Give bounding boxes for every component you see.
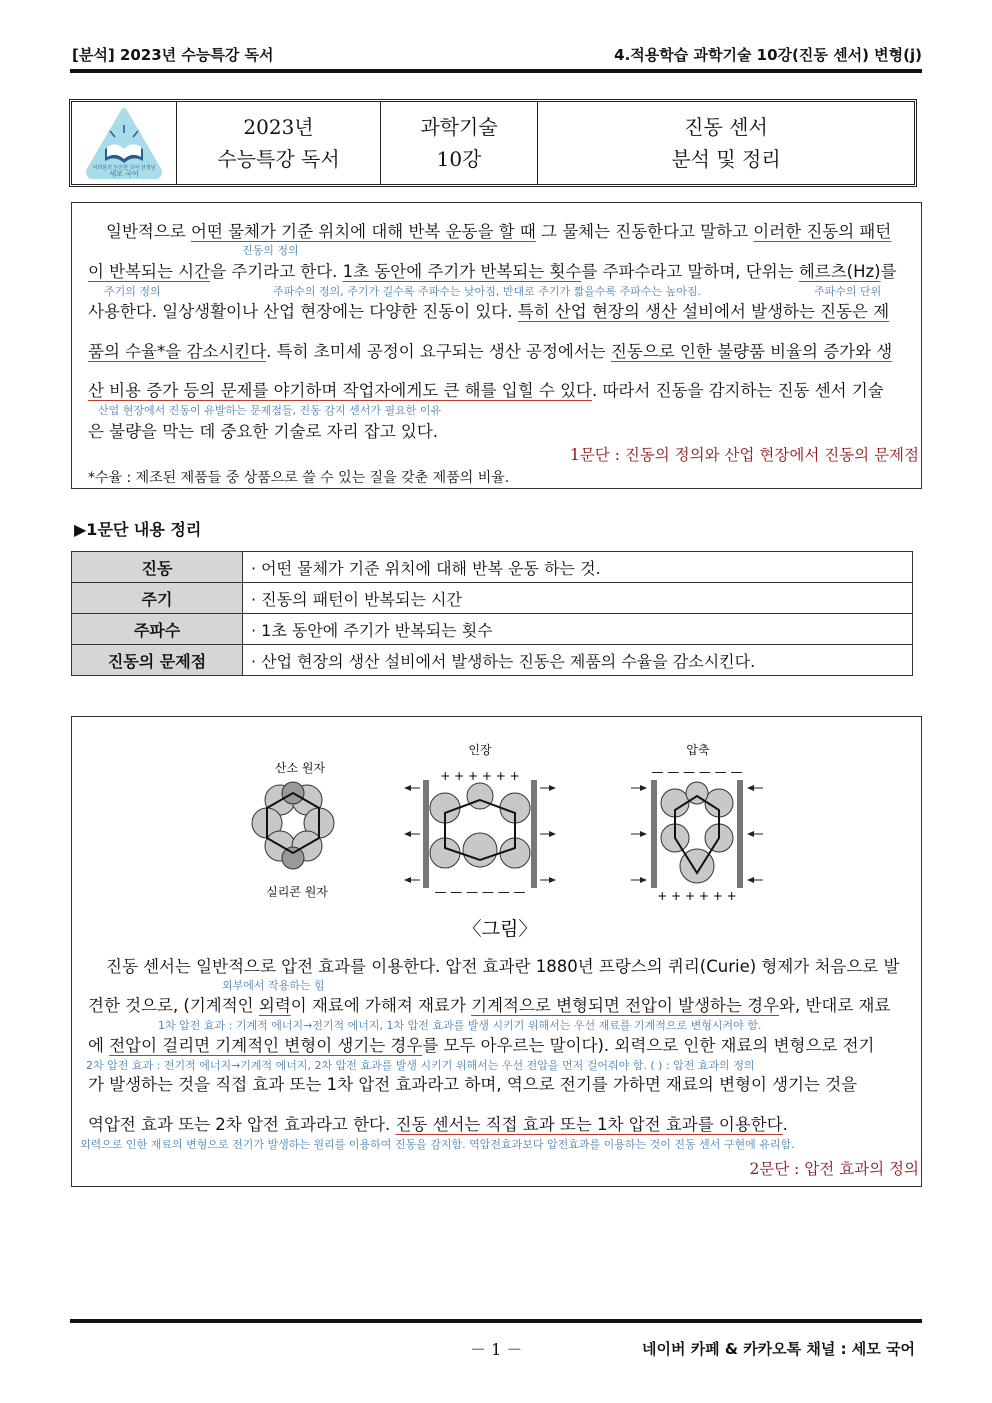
crystal-tension [405, 769, 555, 899]
p2-line5: 역압전 효과 또는 2차 압전 효과라고 한다. 진동 센서는 직접 효과 또는 1차 압전 효과를 이용한다. [88, 1115, 788, 1134]
p1-note1: 진동의 정의 [242, 244, 299, 257]
p2-line1: 진동 센서는 일반적으로 압전 효과를 이용한다. 압전 효과란 1880년 프랑스의 퀴리(Curie) 형제가 처음으로 발 [106, 957, 900, 976]
title-box [69, 99, 917, 187]
svg-text:+ + + + + +: + + + + + + [440, 769, 520, 783]
p1-note2a: 주기의 정의 [104, 285, 161, 298]
p2-note5: 외력으로 인한 재료의 변형으로 전기가 발생하는 원리를 이용하여 진동을 감지함. 역압전효과보다 압전효과를 이용하는 것이 진동 센서 구현에 유리함. [80, 1138, 795, 1151]
p2-summary: 2문단 : 압전 효과의 정의 [749, 1160, 919, 1178]
compress-label: 압축 [686, 743, 710, 757]
p2-line3: 에 전압이 걸리면 기계적인 변형이 생기는 경우를 모두 아우르는 말이다). 외력으로 인한 재료의 변형으로 전기 [88, 1036, 875, 1055]
footer-divider [70, 1319, 922, 1323]
footer-channel: 네이버 카페 & 카카오톡 채널 : 세모 국어 [642, 1340, 915, 1358]
p1-summary: 1문단 : 진동의 정의와 산업 현장에서 진동의 문제점 [569, 446, 919, 464]
p2-line4: 가 발생하는 것을 직접 효과 또는 1차 압전 효과라고 하며, 역으로 전기를 가하면 재료의 변형이 생기는 것을 [88, 1075, 858, 1094]
svg-text:— — — — — —: — — — — — — [651, 765, 743, 779]
oxygen-label: 산소 원자 [274, 761, 326, 775]
tension-label: 인장 [468, 743, 492, 757]
p1-line1: 일반적으로 어떤 물체가 기준 위치에 대해 반복 운동을 할 때 그 물체는 진동한다고 말하고 이러한 진동의 패턴 [106, 222, 892, 241]
section-1-title: ▶1문단 내용 정리 [74, 520, 202, 539]
p2-note2: 1차 압전 효과 : 기계적 에너지→전기적 에너지, 1차 압전 효과를 발생 시키기 위해서는 우선 재료를 기계적으로 변형시켜야 함. [158, 1019, 762, 1032]
title-unit: 과학기술 10강 [381, 102, 538, 184]
p2-note1: 외부에서 작용하는 힘 [222, 979, 325, 992]
header-left: [분석] 2023년 수능특강 독서 [72, 46, 274, 64]
table-row: 진동 · 어떤 물체가 기준 위치에 대해 반복 운동 하는 것. [72, 552, 913, 583]
p1-note5: 산업 현장에서 진동이 유발하는 문제점들, 진동 감지 센서가 필요한 이유 [98, 404, 442, 417]
p1-line2: 이 반복되는 시간을 주기라고 한다. 1초 동안에 주기가 반복되는 횟수를 주파수라고 말하며, 단위는 헤르츠(Hz)를 [88, 262, 897, 281]
p2-line2: 견한 것으로, (기계적인 외력이 재료에 가해져 재료가 기계적으로 변형되면 전압이 발생하는 경우와, 반대로 재료 [88, 996, 891, 1015]
p1-line3: 사용한다. 일상생활이나 산업 현장에는 다양한 진동이 있다. 특히 산업 현장의 생산 설비에서 발생하는 진동은 제 [88, 302, 890, 321]
book-logo-icon [85, 107, 163, 179]
figure-caption: 〈그림〉 [462, 918, 538, 938]
table-row: 주파수 · 1초 동안에 주기가 반복되는 횟수 [72, 614, 913, 645]
logo-sub: 세모 국어 [109, 170, 139, 178]
svg-text:— — — — — —: — — — — — — [434, 885, 526, 899]
table-row: 진동의 문제점 · 산업 현장의 생산 설비에서 발생하는 진동은 제품의 수율을 감소시킨다. [72, 645, 913, 676]
crystal-neutral [252, 782, 334, 869]
p2-note3: 2차 압전 효과 : 전기적 에너지→기계적 에너지, 2차 압전 효과를 발생 시키기 위해서는 우선 전압을 먼저 걸어줘야 함. ( ) : 압전 효과의 정의 [86, 1059, 755, 1072]
header-divider [70, 69, 922, 73]
svg-text:+ + + + + +: + + + + + + [657, 889, 737, 903]
p1-line4: 품의 수율*을 감소시킨다. 특히 초미세 공정이 요구되는 생산 공정에서는 진동으로 인한 불량품 비율의 증가와 생 [88, 342, 893, 361]
page-number: － 1 － [470, 1340, 523, 1359]
header-right: 4.적용학습 과학기술 10강(진동 센서) 변형(j) [614, 46, 922, 64]
table-row: 주기 · 진동의 패턴이 반복되는 시간 [72, 583, 913, 614]
title-book: 2023년 수능특강 독서 [177, 102, 381, 184]
crystal-compression [631, 765, 763, 903]
summary-table [71, 551, 913, 676]
p1-line5: 산 비용 증가 등의 문제를 야기하며 작업자에게도 큰 해를 입힐 수 있다. 따라서 진동을 감지하는 진동 센서 기술 [88, 381, 884, 400]
silicon-label: 실리콘 원자 [266, 885, 328, 899]
logo [72, 102, 177, 184]
p1-note2b: 주파수의 정의, 주기가 길수록 주파수는 낮아짐, 반대로 주기가 짧을수록 주파수는 높아짐. [273, 285, 701, 298]
logo-caption: 여러분의 든든한 국어 선생님 [92, 165, 156, 171]
piezo-figure [225, 738, 765, 938]
p1-note2c: 주파수의 단위 [814, 285, 882, 298]
p1-footnote: *수율 : 제조된 제품들 중 상품으로 쓸 수 있는 질을 갖춘 제품의 비율. [88, 470, 510, 486]
p1-line6: 은 불량을 막는 데 중요한 기술로 자리 잡고 있다. [88, 422, 439, 441]
paragraph-1-box [71, 202, 922, 489]
title-topic: 진동 센서 분석 및 정리 [671, 115, 781, 171]
